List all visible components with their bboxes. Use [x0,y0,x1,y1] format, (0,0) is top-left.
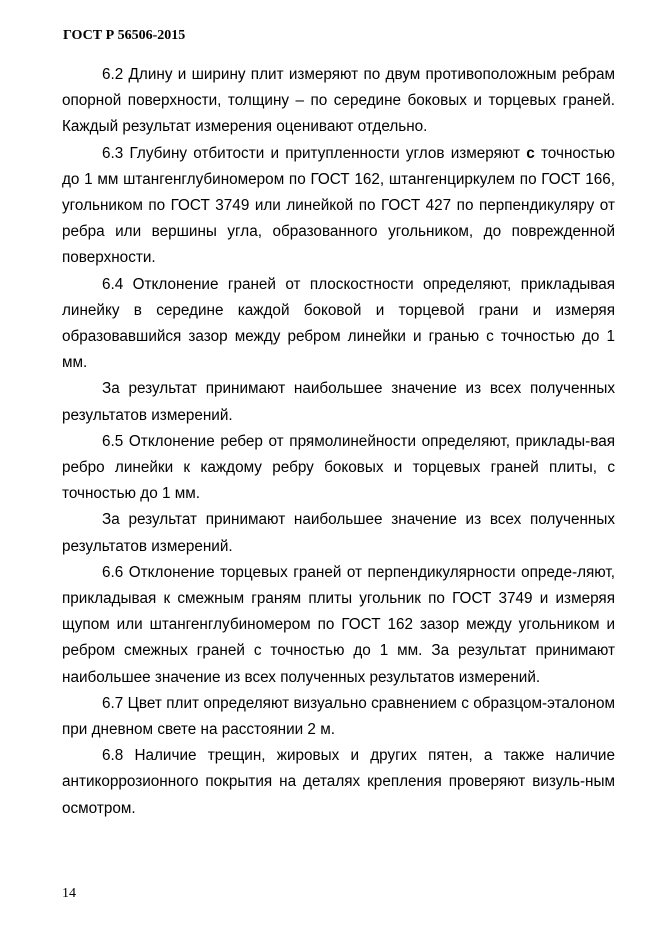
document-header: ГОСТ Р 56506-2015 [63,28,186,43]
paragraph-6-3 [62,141,615,272]
paragraph-6-3-text-before: 6.3 Глубину отбитости и притупленности углов измеряют [102,144,527,162]
paragraph-6-5: 6.5 Отклонение ребер от прямолинейности определяют, приклады-вая ребро линейки к каждому ребру боковых и торцевых граней плиты, с точностью до 1 мм. [62,432,615,503]
paragraph-6-5-result: За результат принимают наибольшее значение из всех полученных результатов измерений. [62,511,615,555]
paragraph-6-4: 6.4 Отклонение граней от плоскостности определяют, прикладывая линейку в середине каждой боковой и торцевой грани и измеряя образовавшийся зазор между ребром линейки и гранью с точностью до 1 мм. [62,275,615,372]
paragraph-6-4-result: За результат принимают наибольшее значение из всех полученных результатов измерений. [62,380,615,424]
paragraph-6-6: 6.6 Отклонение торцевых граней от перпендикулярности опреде-ляют, прикладывая к смежным граням плиты угольник по ГОСТ 3749 и измеряя щупом или штангенглубиномером по ГОСТ 162 зазор между угольником и ребром смежных граней с точностью до 1 мм. За результат принимают наибольшее значение из всех полученных результатов измерений. [62,563,615,686]
page-number: 14 [62,886,76,901]
paragraph-6-2: 6.2 Длину и ширину плит измеряют по двум противоположным ребрам опорной поверхности, толщину – по середине боковых и торцевых граней. Каждый результат измерения оценивают отдельно. [62,66,615,136]
paragraph-6-3-text-after: точностью до 1 мм штангенглубиномером по ГОСТ 162, штангенциркулем по ГОСТ 166, угольником по ГОСТ 3749 или линейкой по ГОСТ 427 по перпендикуляру от ребра или вершины угла, образованного угольником, до поврежденной поверхности. [62,144,615,267]
paragraph-6-8: 6.8 Наличие трещин, жировых и других пятен, а также наличие антикоррозионного покрытия на деталях крепления проверяют визуль-ным осмотром. [62,747,615,817]
paragraph-6-7: 6.7 Цвет плит определяют визуально сравнением с образцом-эталоном при дневном свете на расстоянии 2 м. [62,694,615,739]
document-body [62,62,615,822]
paragraph-6-3-bold-letter: с [526,144,535,162]
